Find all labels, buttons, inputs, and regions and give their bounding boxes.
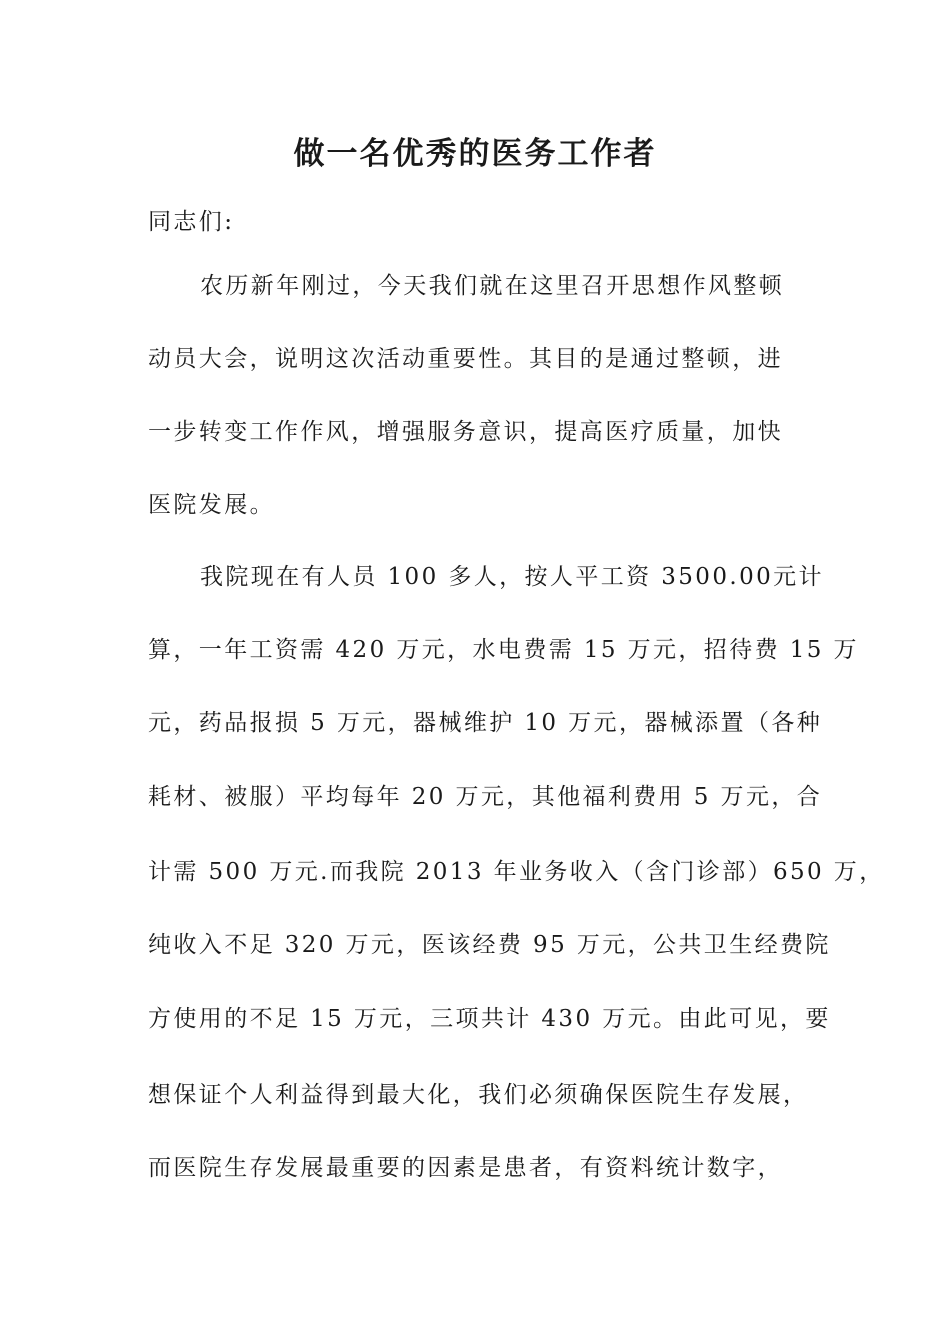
paragraph-line: 元，药品报损 5 万元，器械维护 10 万元，器械添置（各种 [148, 710, 823, 736]
paragraph-line: 动员大会，说明这次活动重要性。其目的是通过整顿，进 [148, 346, 783, 372]
paragraph-line: 方使用的不足 15 万元，三项共计 430 万元。由此可见，要 [148, 1006, 831, 1032]
paragraph-line: 一步转变工作作风，增强服务意识，提高医疗质量，加快 [148, 419, 783, 445]
paragraph-line: 农历新年刚过，今天我们就在这里召开思想作风整顿 [200, 273, 785, 299]
paragraph-line: 纯收入不足 320 万元，医该经费 95 万元，公共卫生经费院 [148, 932, 831, 958]
paragraph-line: 医院发展。 [148, 492, 275, 518]
salutation: 同志们: [148, 209, 235, 235]
document-title: 做一名优秀的医务工作者 [293, 136, 657, 172]
paragraph-line: 而医院生存发展最重要的因素是患者，有资料统计数字， [148, 1155, 783, 1181]
paragraph-line: 我院现在有人员 100 多人，按人平工资 3500.00元计 [200, 564, 824, 590]
paragraph-line: 算，一年工资需 420 万元，水电费需 15 万元，招待费 15 万 [148, 637, 859, 663]
paragraph-line: 计需 500 万元.而我院 2013 年业务收入（含门诊部）650 万， [148, 859, 885, 885]
paragraph-line: 想保证个人利益得到最大化，我们必须确保医院生存发展， [148, 1082, 809, 1108]
paragraph-line: 耗材、被服）平均每年 20 万元，其他福利费用 5 万元，合 [148, 784, 823, 810]
